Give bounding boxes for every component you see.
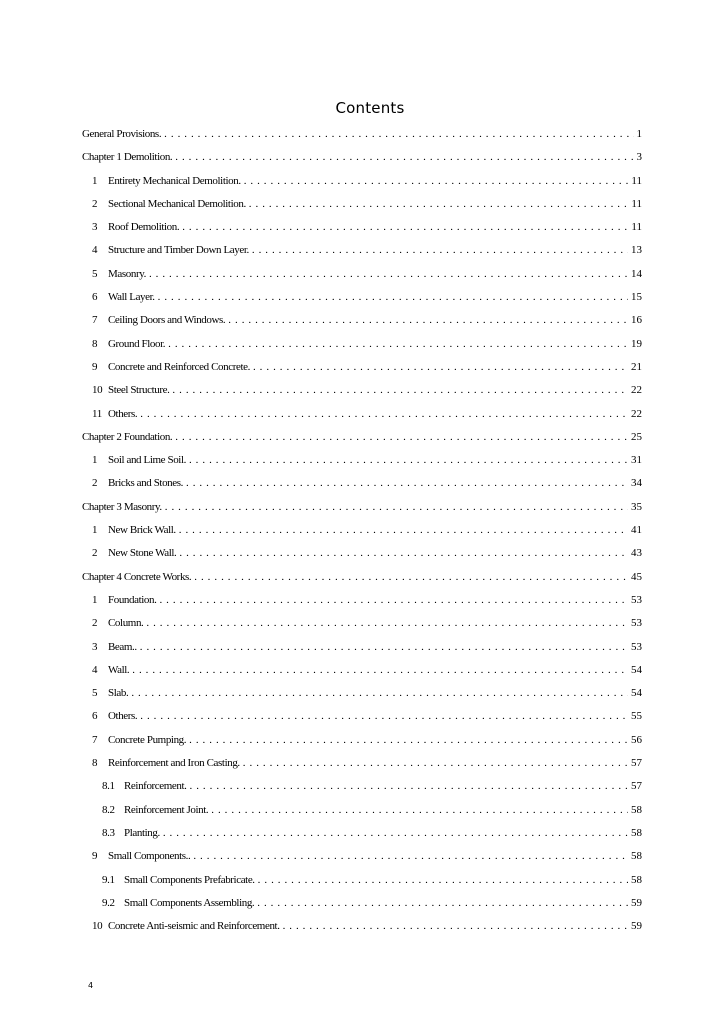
toc-entry-number: 2 bbox=[92, 617, 98, 630]
toc-entry-page: 14 bbox=[631, 267, 642, 280]
toc-dot-leader bbox=[249, 193, 629, 216]
toc-entry[interactable] bbox=[82, 519, 642, 542]
toc-entry-title: Structure and Timber Down Layer. bbox=[108, 244, 249, 257]
toc-entry-title: Planting. bbox=[124, 826, 160, 839]
toc-entry-page: 16 bbox=[631, 314, 642, 327]
toc-entry-title: Reinforcement and Iron Casting. bbox=[108, 757, 240, 770]
toc-dot-leader bbox=[140, 705, 628, 728]
toc-entry[interactable] bbox=[82, 799, 642, 822]
toc-dot-leader bbox=[257, 892, 628, 915]
toc-dot-leader bbox=[228, 309, 628, 332]
toc-entry-page: 59 bbox=[631, 920, 642, 933]
toc-entry-page: 53 bbox=[631, 593, 642, 606]
toc-entry-page: 19 bbox=[631, 337, 642, 350]
toc-entry-title: Chapter 1 Demolition. bbox=[82, 151, 173, 164]
toc-dot-leader bbox=[211, 799, 628, 822]
toc-dot-leader bbox=[193, 845, 628, 868]
toc-entry-number: 8.2 bbox=[102, 803, 115, 816]
toc-entry-number: 1 bbox=[92, 593, 98, 606]
toc-entry[interactable] bbox=[82, 845, 642, 868]
toc-entry-title: Beam.. bbox=[108, 640, 137, 653]
toc-dot-leader bbox=[158, 286, 628, 309]
toc-dot-leader bbox=[172, 379, 628, 402]
toc-entry-number: 7 bbox=[92, 314, 98, 327]
toc-entry-title: Roof Demolition. bbox=[108, 221, 180, 234]
toc-entry-page: 54 bbox=[631, 687, 642, 700]
toc-entry[interactable] bbox=[82, 356, 642, 379]
toc-dot-leader bbox=[179, 542, 628, 565]
toc-entry-number: 3 bbox=[92, 221, 98, 234]
toc-entry-number: 3 bbox=[92, 640, 98, 653]
toc-dot-leader bbox=[175, 146, 633, 169]
toc-entry-page: 1 bbox=[636, 128, 642, 140]
toc-entry-title: Others. bbox=[108, 710, 138, 723]
toc-entry[interactable] bbox=[82, 426, 642, 449]
toc-dot-leader bbox=[165, 496, 628, 519]
toc-entry-title: Concrete Anti-seismic and Reinforcement. bbox=[108, 920, 280, 933]
toc-entry-number: 11 bbox=[92, 407, 102, 420]
toc-entry-number: 2 bbox=[92, 477, 98, 490]
toc-entry-title: Small Components.. bbox=[108, 850, 191, 863]
toc-entry-page: 56 bbox=[631, 733, 642, 746]
toc-entry-page: 58 bbox=[631, 873, 642, 886]
toc-dot-leader bbox=[253, 356, 628, 379]
toc-entry[interactable] bbox=[82, 566, 642, 589]
toc-entry-number: 8 bbox=[92, 757, 98, 770]
toc-entry[interactable] bbox=[82, 612, 642, 635]
toc-entry[interactable] bbox=[82, 775, 642, 798]
toc-entry-page: 58 bbox=[631, 826, 642, 839]
toc-dot-leader bbox=[146, 612, 628, 635]
toc-entry-page: 31 bbox=[631, 454, 642, 467]
toc-entry[interactable] bbox=[82, 239, 642, 262]
toc-entry[interactable] bbox=[82, 286, 642, 309]
toc-entry-title: General Provisions. bbox=[82, 128, 162, 140]
toc-entry[interactable] bbox=[82, 892, 642, 915]
toc-entry-title: Ground Floor. bbox=[108, 337, 166, 350]
toc-entry-number: 6 bbox=[92, 291, 98, 304]
toc-entry[interactable] bbox=[82, 705, 642, 728]
toc-entry-page: 11 bbox=[631, 174, 642, 187]
toc-entry-title: Steel Structure. bbox=[108, 384, 170, 397]
toc-entry-title: Small Components Assembling. bbox=[124, 896, 255, 909]
toc-entry[interactable] bbox=[82, 822, 642, 845]
toc-entry-number: 1 bbox=[92, 454, 98, 467]
toc-entry-page: 53 bbox=[631, 617, 642, 630]
toc-entry[interactable] bbox=[82, 403, 642, 426]
toc-entry-number: 1 bbox=[92, 524, 98, 537]
toc-entry-page: 11 bbox=[631, 197, 642, 210]
toc-entry-page: 43 bbox=[631, 547, 642, 560]
toc-entry-page: 58 bbox=[631, 850, 642, 863]
toc-entry-number: 5 bbox=[92, 267, 98, 280]
toc-entry-title: Entirety Mechanical Demolition. bbox=[108, 174, 241, 187]
toc-entry[interactable] bbox=[82, 263, 642, 286]
toc-dot-leader bbox=[159, 589, 628, 612]
toc-entry[interactable] bbox=[82, 449, 642, 472]
toc-entry-number: 9.2 bbox=[102, 896, 115, 909]
toc-entry-page: 13 bbox=[631, 244, 642, 257]
toc-entry[interactable] bbox=[82, 729, 642, 752]
toc-dot-leader bbox=[190, 775, 628, 798]
toc-entry[interactable] bbox=[82, 636, 642, 659]
toc-dot-leader bbox=[182, 216, 628, 239]
toc-entry-title: Foundation. bbox=[108, 593, 157, 606]
toc-entry-title: Column. bbox=[108, 617, 144, 630]
toc-entry-number: 2 bbox=[92, 197, 98, 210]
toc-entry-page: 54 bbox=[631, 663, 642, 676]
toc-entry-page: 15 bbox=[631, 291, 642, 304]
toc-dot-leader bbox=[164, 123, 633, 146]
toc-entry-title: Chapter 3 Masonry. bbox=[82, 500, 162, 513]
toc-entry-page: 45 bbox=[631, 570, 642, 583]
toc-entry-number: 8.3 bbox=[102, 826, 115, 839]
toc-dot-leader bbox=[175, 426, 628, 449]
toc-entry-number: 7 bbox=[92, 733, 98, 746]
toc-entry-number: 1 bbox=[92, 174, 98, 187]
toc-entry-title: Reinforcement. bbox=[124, 780, 187, 793]
toc-entry[interactable] bbox=[82, 333, 642, 356]
toc-entry-number: 9 bbox=[92, 360, 98, 373]
page-number: 4 bbox=[88, 981, 94, 990]
toc-entry-number: 5 bbox=[92, 687, 98, 700]
toc-entry-number: 10 bbox=[92, 920, 103, 933]
toc-dot-leader bbox=[252, 239, 628, 262]
toc-entry-page: 41 bbox=[631, 524, 642, 537]
toc-dot-leader bbox=[189, 449, 628, 472]
toc-dot-leader bbox=[179, 519, 628, 542]
toc-entry[interactable] bbox=[82, 496, 642, 519]
toc-entry[interactable] bbox=[82, 193, 642, 216]
toc-entry-title: Sectional Mechanical Demolition. bbox=[108, 197, 246, 210]
toc-entry[interactable] bbox=[82, 915, 642, 938]
toc-entry-number: 8.1 bbox=[102, 780, 115, 793]
toc-entry-number: 4 bbox=[92, 244, 98, 257]
toc-dot-leader bbox=[140, 403, 628, 426]
toc-entry-number: 4 bbox=[92, 663, 98, 676]
toc-entry-page: 57 bbox=[631, 780, 642, 793]
toc-entry-title: New Brick Wall. bbox=[108, 524, 176, 537]
toc-entry-page: 55 bbox=[631, 710, 642, 723]
toc-entry-title: Chapter 2 Foundation. bbox=[82, 430, 173, 443]
toc-entry[interactable] bbox=[82, 682, 642, 705]
toc-entry[interactable] bbox=[82, 589, 642, 612]
toc-entry-page: 3 bbox=[636, 151, 642, 164]
toc-entry-number: 2 bbox=[92, 547, 98, 560]
toc-dot-leader bbox=[131, 682, 628, 705]
toc-entry[interactable] bbox=[82, 309, 642, 332]
toc-entry[interactable] bbox=[82, 146, 642, 169]
toc-dot-leader bbox=[258, 869, 628, 892]
toc-entry-page: 25 bbox=[631, 430, 642, 443]
toc-entry-title: Reinforcement Joint. bbox=[124, 803, 209, 816]
toc-entry-title: Wall Layer. bbox=[108, 291, 155, 304]
toc-entry[interactable] bbox=[82, 216, 642, 239]
toc-entry-page: 57 bbox=[631, 757, 642, 770]
toc-entry-number: 9 bbox=[92, 850, 98, 863]
toc-entry-title: Wall. bbox=[108, 663, 130, 676]
toc-entry-page: 59 bbox=[631, 896, 642, 909]
toc-entry[interactable] bbox=[82, 659, 642, 682]
page-title: Contents bbox=[335, 99, 405, 117]
toc-dot-leader bbox=[194, 566, 628, 589]
toc-entry[interactable] bbox=[82, 123, 642, 146]
toc-entry-page: 22 bbox=[631, 384, 642, 397]
toc-entry-title: Concrete Pumping. bbox=[108, 733, 187, 746]
toc-entry-title: Concrete and Reinforced Concrete. bbox=[108, 360, 250, 373]
toc-dot-leader bbox=[186, 472, 628, 495]
toc-dot-leader bbox=[189, 729, 628, 752]
toc-dot-leader bbox=[243, 752, 628, 775]
toc-entry-title: Bricks and Stones. bbox=[108, 477, 183, 490]
toc-entry[interactable] bbox=[82, 869, 642, 892]
toc-entry-page: 11 bbox=[631, 221, 642, 234]
toc-entry-page: 22 bbox=[631, 407, 642, 420]
toc-entry-title: Masonry. bbox=[108, 267, 146, 280]
toc-entry-title: Chapter 4 Concrete Works. bbox=[82, 570, 192, 583]
toc-entry-page: 53 bbox=[631, 640, 642, 653]
toc-entry-number: 9.1 bbox=[102, 873, 115, 886]
toc-dot-leader bbox=[163, 822, 628, 845]
toc-entry[interactable] bbox=[82, 542, 642, 565]
toc-entry[interactable] bbox=[82, 379, 642, 402]
toc-dot-leader bbox=[168, 333, 628, 356]
table-of-contents bbox=[82, 123, 642, 938]
toc-entry-page: 21 bbox=[631, 360, 642, 373]
toc-entry-number: 8 bbox=[92, 337, 98, 350]
toc-entry-title: Small Components Prefabricate. bbox=[124, 873, 255, 886]
toc-entry-title: Ceiling Doors and Windows. bbox=[108, 314, 226, 327]
toc-entry-title: Slab. bbox=[108, 687, 129, 700]
toc-entry-title: Soil and Lime Soil. bbox=[108, 454, 186, 467]
toc-dot-leader bbox=[140, 636, 628, 659]
toc-entry[interactable] bbox=[82, 170, 642, 193]
toc-dot-leader bbox=[149, 263, 628, 286]
toc-dot-leader bbox=[244, 170, 629, 193]
toc-dot-leader bbox=[283, 915, 628, 938]
toc-entry-page: 58 bbox=[631, 803, 642, 816]
toc-entry[interactable] bbox=[82, 472, 642, 495]
toc-entry-page: 34 bbox=[631, 477, 642, 490]
toc-entry-page: 35 bbox=[631, 500, 642, 513]
toc-dot-leader bbox=[132, 659, 628, 682]
toc-entry-number: 6 bbox=[92, 710, 98, 723]
toc-entry-title: Others. bbox=[108, 407, 138, 420]
toc-entry-number: 10 bbox=[92, 384, 103, 397]
toc-entry-title: New Stone Wall. bbox=[108, 547, 177, 560]
toc-entry[interactable] bbox=[82, 752, 642, 775]
